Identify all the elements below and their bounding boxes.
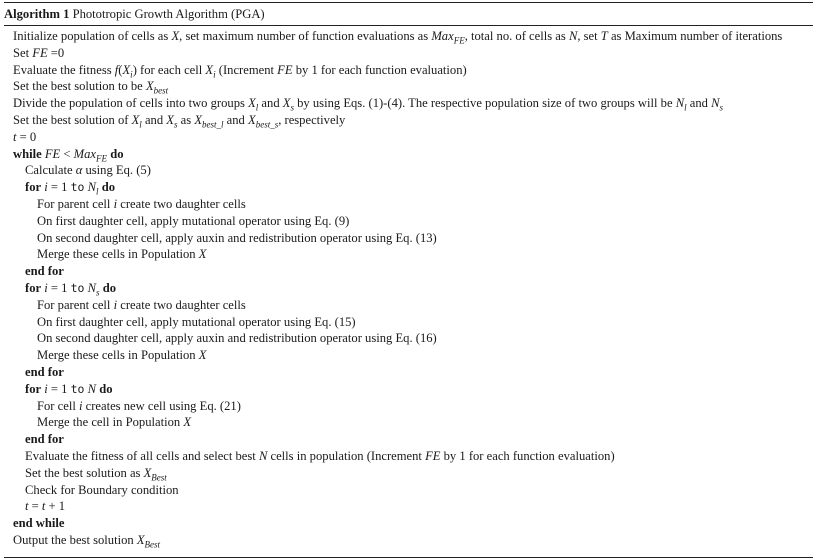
line-text: t xyxy=(41,499,46,514)
algorithm-line xyxy=(4,45,813,62)
line-text: FE xyxy=(44,146,61,161)
line-text: X xyxy=(122,62,131,77)
line-text: ) for each cell xyxy=(132,62,206,77)
line-text: X xyxy=(205,62,214,77)
line-text: Merge the cell in Population xyxy=(37,415,184,430)
algorithm-line xyxy=(4,330,813,347)
line-text: i xyxy=(78,398,83,413)
algorithm-label: Algorithm 1 xyxy=(4,7,70,21)
line-text: to xyxy=(70,180,85,195)
algorithm-line xyxy=(4,28,813,45)
subscript: l xyxy=(255,102,259,113)
algorithm-line xyxy=(4,465,813,482)
subscript: s xyxy=(719,102,724,113)
algorithm-header xyxy=(4,6,265,22)
line-text: X xyxy=(171,29,180,43)
keyword: do xyxy=(110,146,124,161)
line-text: X xyxy=(282,96,291,111)
keyword: end for xyxy=(25,432,64,447)
line-text: i xyxy=(44,381,48,396)
keyword: for xyxy=(25,381,42,396)
line-text: t xyxy=(25,499,29,514)
algorithm-line xyxy=(4,414,813,431)
subscript: FE xyxy=(453,35,465,46)
algorithm-line xyxy=(4,498,813,515)
line-text: create two daughter cells xyxy=(117,196,246,211)
line-text: (Increment xyxy=(215,62,278,77)
algorithm-line xyxy=(4,263,813,280)
subscript: best_l xyxy=(202,119,224,130)
line-text: Set the best solution of xyxy=(13,112,132,127)
line-text: = 1 xyxy=(47,280,71,295)
bottom-rule xyxy=(4,557,813,558)
line-text: Calculate xyxy=(25,163,76,178)
line-text: by 1 for each function evaluation) xyxy=(440,448,615,463)
line-text: Merge these cells in Population xyxy=(37,247,199,262)
algorithm-title: Phototropic Growth Algorithm (PGA) xyxy=(72,7,265,21)
line-text: and xyxy=(258,96,283,111)
algorithm-line xyxy=(4,179,813,196)
line-text: Divide the population of cells into two groups xyxy=(13,96,249,111)
line-text: i xyxy=(113,196,118,211)
algorithm-line xyxy=(4,162,813,179)
line-text: and xyxy=(141,112,167,127)
algorithm-line xyxy=(4,230,813,247)
algorithm-line xyxy=(4,146,813,163)
top-rule xyxy=(4,2,813,3)
line-text: Set xyxy=(13,45,33,60)
line-text: FE xyxy=(277,62,293,77)
line-text: and xyxy=(686,96,712,111)
line-text: Set the best solution as xyxy=(25,465,144,480)
algorithm-line xyxy=(4,364,813,381)
line-text: Check for Boundary condition xyxy=(25,482,179,497)
algorithm-line xyxy=(4,246,813,263)
line-text: create two daughter cells xyxy=(117,297,246,312)
line-text: to xyxy=(70,381,85,396)
line-text: N xyxy=(87,381,97,396)
keyword: while xyxy=(13,146,42,161)
line-text: N xyxy=(87,180,97,195)
subscript: i xyxy=(213,69,216,80)
line-text: X xyxy=(198,247,207,262)
line-text: as xyxy=(177,112,195,127)
line-text: + 1 xyxy=(45,499,66,514)
keyword: end for xyxy=(25,364,64,379)
line-text: For parent cell xyxy=(37,297,114,312)
line-text: and xyxy=(223,112,248,127)
subscript: s xyxy=(174,119,178,130)
line-text: X xyxy=(194,112,203,127)
header-rule xyxy=(4,25,813,26)
algorithm-line xyxy=(4,213,813,230)
algorithm-line xyxy=(4,381,813,398)
line-text: N xyxy=(711,96,720,111)
line-text: = 1 xyxy=(47,180,71,195)
subscript: l xyxy=(684,102,687,113)
line-text: creates new cell using Eq. (21) xyxy=(82,398,241,413)
line-text: Initialize population of cells as xyxy=(13,29,172,43)
algorithm-line xyxy=(4,431,813,448)
line-text: On second daughter cell, apply auxin and redistribution operator using Eq. (13) xyxy=(37,230,437,245)
line-text: = xyxy=(28,499,42,514)
line-text: i xyxy=(44,280,48,295)
line-text: Evaluate the fitness of all cells and select best xyxy=(25,448,259,463)
line-text: as Maximum number of iterations xyxy=(607,29,783,43)
algorithm-line xyxy=(4,62,813,79)
line-text: i xyxy=(44,180,48,195)
line-text: t xyxy=(13,129,17,144)
subscript: s xyxy=(290,102,294,113)
line-text: X xyxy=(145,79,154,94)
keyword: do xyxy=(101,180,116,195)
line-text: ( xyxy=(118,62,123,77)
line-text: Merge these cells in Population xyxy=(37,348,199,363)
keyword: for xyxy=(25,180,42,195)
line-text: i xyxy=(113,297,118,312)
line-text: < xyxy=(60,146,74,161)
keyword: end while xyxy=(13,516,65,531)
subscript: l xyxy=(139,119,142,130)
line-text: T xyxy=(600,29,608,43)
line-text: , total no. of cells as xyxy=(464,29,569,43)
subscript: s xyxy=(96,287,100,298)
subscript: best xyxy=(153,85,169,96)
algorithm-line xyxy=(4,196,813,213)
line-text: FE xyxy=(32,45,48,60)
line-text: X xyxy=(198,348,207,363)
line-text: For parent cell xyxy=(37,196,114,211)
algorithm-line xyxy=(4,129,813,146)
algorithm-line xyxy=(4,95,813,112)
algorithm-line xyxy=(4,448,813,465)
line-text: For cell xyxy=(37,398,79,413)
line-text: On second daughter cell, apply auxin and redistribution operator using Eq. (16) xyxy=(37,331,437,346)
line-text: Output the best solution xyxy=(13,532,137,547)
line-text: =0 xyxy=(47,45,65,60)
subscript: best_s xyxy=(255,119,279,130)
algorithm-line xyxy=(4,314,813,331)
line-text: Max xyxy=(73,146,97,161)
line-text: Evaluate the fitness xyxy=(13,62,115,77)
line-text: α xyxy=(75,163,83,178)
line-text: N xyxy=(568,29,578,43)
subscript: Best xyxy=(151,472,167,483)
line-text: X xyxy=(143,465,152,480)
line-text: N xyxy=(675,96,685,111)
line-text: X xyxy=(183,415,192,430)
keyword: do xyxy=(102,280,117,295)
line-text: cells in population (Increment xyxy=(267,448,426,463)
line-text: = 1 xyxy=(47,381,71,396)
algorithm-line xyxy=(4,280,813,297)
line-text: by using Eqs. (1)-(4). The respective population size of two groups will be xyxy=(293,96,676,111)
line-text: using Eq. (5) xyxy=(82,163,151,178)
algorithm-line xyxy=(4,515,813,532)
line-text: X xyxy=(248,112,256,127)
line-text: to xyxy=(70,280,85,295)
line-text: X xyxy=(248,96,256,111)
line-text: by 1 for each function evaluation) xyxy=(292,62,467,77)
line-text: , set maximum number of function evaluations as xyxy=(179,29,432,43)
line-text: f xyxy=(114,62,119,77)
algorithm-line xyxy=(4,347,813,364)
line-text: = 0 xyxy=(16,129,37,144)
subscript: Best xyxy=(144,539,161,550)
line-text: , respectively xyxy=(278,112,346,127)
line-text: On first daughter cell, apply mutational operator using Eq. (15) xyxy=(37,314,356,329)
algorithm-line xyxy=(4,112,813,129)
line-text: X xyxy=(131,112,140,127)
subscript: FE xyxy=(96,153,108,164)
keyword: do xyxy=(99,381,113,396)
algorithm-line xyxy=(4,398,813,415)
line-text: Max xyxy=(431,29,454,43)
algorithm-line xyxy=(4,532,813,549)
line-text: On first daughter cell, apply mutational operator using Eq. (9) xyxy=(37,213,350,228)
subscript: i xyxy=(130,69,133,80)
algorithm-line xyxy=(4,78,813,95)
line-text: X xyxy=(136,532,145,547)
line-text: N xyxy=(258,448,268,463)
subscript: l xyxy=(96,186,99,197)
line-text: FE xyxy=(425,448,441,463)
keyword: for xyxy=(25,280,42,295)
keyword: end for xyxy=(25,264,64,279)
line-text: X xyxy=(166,112,174,127)
line-text: N xyxy=(87,280,97,295)
algorithm-line xyxy=(4,297,813,314)
line-text: Set the best solution to be xyxy=(13,79,146,94)
algorithm-body xyxy=(4,28,813,549)
line-text: , set xyxy=(577,29,601,43)
algorithm-line xyxy=(4,482,813,499)
